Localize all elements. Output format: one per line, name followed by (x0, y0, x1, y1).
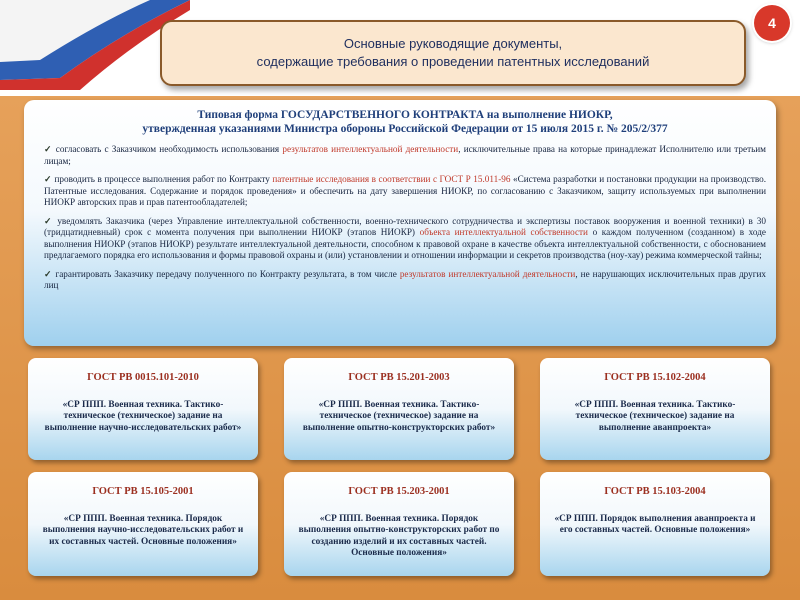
standard-description: «СР ППП. Порядок выполнения аванпроекта и его составных частей. Основные положения» (554, 513, 756, 535)
bullet-text: «Система разработки и постановки продукции на производство. Патентные исследования. Содержание и порядок проведения» и обеспечить на дату завершения НИОКР, по согласованию с Заказчиком, защиту используемых при выполнении НИОКР авторских прав и прав патентообладателей; (44, 174, 766, 207)
bullet-highlight: результатов интеллектуальной деятельности (282, 144, 459, 154)
panel-title-line-2: утвержденная указаниями Министра обороны Российской Федерации от 15 июля 2015 г. № 205/2/377 (142, 123, 668, 135)
standard-card (28, 472, 258, 576)
bullet-highlight: результатов интеллектуальной деятельности (399, 268, 576, 279)
standard-description: «СР ППП. Военная техника. Порядок выполнения опытно-конструкторских работ по созданию изделий и их составных частей. Основные положения» (298, 513, 500, 558)
title-line-2: содержащие требования о проведении патентных исследований (256, 54, 650, 69)
standard-description: «СР ППП. Военная техника. Тактико-техническое (техническое) задание на выполнение аванпроекта» (574, 399, 736, 433)
requirements-list (44, 144, 766, 292)
standard-description: «СР ППП. Военная техника. Тактико-техническое (техническое) задание на выполнение опытно-конструкторских работ» (302, 399, 496, 433)
bullet-text: согласовать с Заказчиком необходимость использования (55, 144, 283, 154)
checkmark-icon: ✓ (44, 268, 53, 279)
bullet-text: , исключительные права на которые принадлежат Исполнителю или третьим лицам; (44, 144, 766, 166)
page-number-badge: 4 (754, 5, 790, 41)
list-item (44, 174, 766, 209)
bullet-highlight: объекта интеллектуальной собственности (419, 227, 588, 237)
bullet-text: уведомлять Заказчика (через Управление интеллектуальной собственности, военно-технического сотрудничества и экспертизы поставок вооружения и военной техники) в 30 (тридцатидневный) срок с момента получения при выполнении НИОКР (этапов НИОКР) (44, 215, 766, 237)
checkmark-icon: ✓ (44, 215, 58, 226)
bullet-text: , не нарушающих исключительных прав других лиц (44, 268, 766, 290)
standard-card (540, 358, 770, 460)
standard-card (284, 358, 514, 460)
standard-code: ГОСТ РВ 15.105-2001 (92, 486, 194, 497)
bullet-text: гарантировать Заказчику передачу полученного по Контракту результата, в том числе (52, 268, 400, 279)
list-item (44, 216, 766, 262)
standard-card (540, 472, 770, 576)
bullet-text: проводить в процессе выполнения работ по Контракту (54, 174, 273, 184)
standard-code: ГОСТ РВ 15.103-2004 (604, 486, 706, 497)
standard-code: ГОСТ РВ 15.102-2004 (604, 372, 706, 383)
title-line-1: Основные руководящие документы, (343, 36, 563, 51)
bullet-highlight: патентные исследования в соответствии с ГОСТ Р 15.011-96 (272, 174, 511, 184)
panel-title-line-1: Типовая форма ГОСУДАРСТВЕННОГО КОНТРАКТА на выполнение НИОКР, (197, 109, 613, 121)
list-item (44, 144, 766, 167)
slide-title (160, 20, 746, 86)
standard-code: ГОСТ РВ 15.203-2001 (348, 486, 450, 497)
standard-code: ГОСТ РВ 0015.101-2010 (87, 372, 199, 383)
checkmark-icon: ✓ (44, 144, 56, 154)
bullet-text: о каждом полученном (созданном) в ходе выполнения НИОКР (этапов НИОКР) результате интеллектуальной деятельности, способном к правовой охране в качестве объекта интеллектуальной собственности, с обоснованием предлагаемого порядка его использования и формы правовой охраны и (или) установлении и отношении информации и секретов производства (ноу-хау) режима коммерческой тайны; (44, 227, 766, 260)
checkmark-icon: ✓ (44, 174, 55, 184)
standard-card (28, 358, 258, 460)
standard-description: «СР ППП. Военная техника. Тактико-техническое (техническое) задание на выполнение научно-исследовательских работ» (44, 399, 242, 433)
list-item (44, 269, 766, 292)
contract-panel (24, 100, 776, 346)
standard-card (284, 472, 514, 576)
standard-code: ГОСТ РВ 15.201-2003 (348, 372, 450, 383)
standard-description: «СР ППП. Военная техника. Порядок выполнения научно-исследовательских работ и их составных частей. Основные положения» (42, 513, 244, 547)
